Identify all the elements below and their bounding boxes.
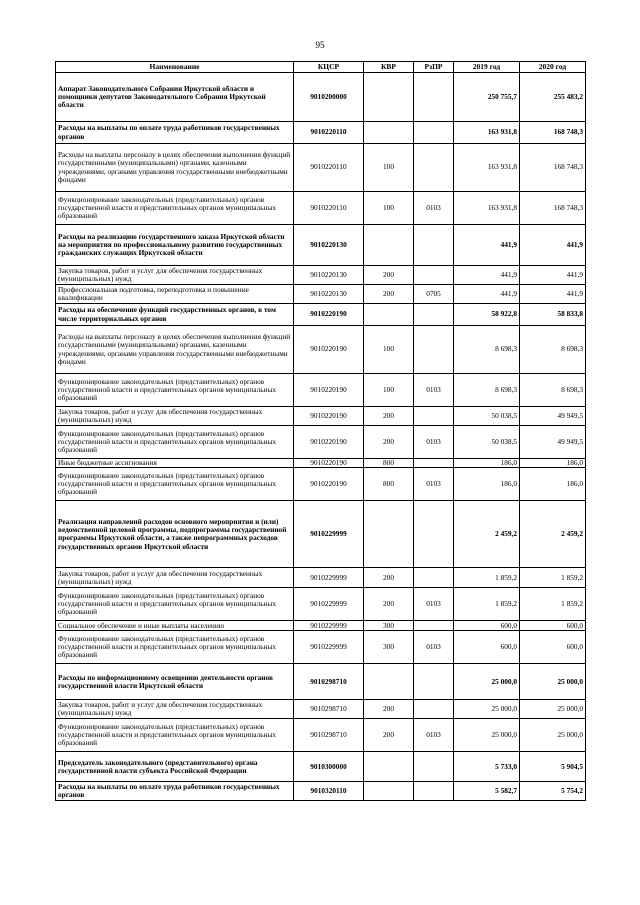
row-name: Расходы на реализацию государственного заказа Иркутской области на мероприятия по профессиональному развитию государственных гражданских служащих Иркутской области <box>56 225 294 266</box>
table-row <box>56 588 586 621</box>
row-name: Расходы на выплаты по оплате труда работников государственных органов <box>56 782 294 801</box>
row-kcsr: 9010220130 <box>294 266 364 285</box>
header-kvr: КВР <box>364 62 414 73</box>
row-rzpr <box>414 144 454 192</box>
row-rzpr <box>414 459 454 468</box>
header-2019: 2019 год <box>454 62 520 73</box>
row-kcsr: 9010220110 <box>294 192 364 225</box>
header-rzpr: РзПР <box>414 62 454 73</box>
row-rzpr <box>414 266 454 285</box>
row-2019: 25 000,0 <box>454 700 520 719</box>
row-2019: 5 582,7 <box>454 782 520 801</box>
row-kcsr: 9010300000 <box>294 752 364 782</box>
row-2020: 186,0 <box>520 459 586 468</box>
row-2019: 8 698,3 <box>454 326 520 374</box>
row-2020: 8 698,3 <box>520 374 586 407</box>
row-rzpr <box>414 326 454 374</box>
table-row <box>56 326 586 374</box>
row-kvr <box>364 782 414 801</box>
row-rzpr: 0103 <box>414 192 454 225</box>
row-kvr: 100 <box>364 192 414 225</box>
table-row <box>56 225 586 266</box>
table-row <box>56 664 586 700</box>
row-kcsr: 9010220190 <box>294 326 364 374</box>
row-rzpr: 0103 <box>414 631 454 664</box>
table-row <box>56 501 586 568</box>
row-2020: 441,9 <box>520 266 586 285</box>
table-body <box>56 73 586 801</box>
row-rzpr <box>414 304 454 326</box>
row-2019: 163 931,8 <box>454 192 520 225</box>
row-2020: 2 459,2 <box>520 501 586 568</box>
row-2019: 50 038,5 <box>454 426 520 459</box>
row-kcsr: 9010220110 <box>294 122 364 144</box>
row-2020: 49 949,5 <box>520 426 586 459</box>
row-name: Аппарат Законодательного Собрания Иркутской области и помощники депутатов Законодательного Собрания Иркутской области <box>56 73 294 122</box>
row-kcsr: 9010220110 <box>294 144 364 192</box>
table-row <box>56 752 586 782</box>
row-name: Функционирование законодательных (представительных) органов государственной власти и представительных органов муниципальных образований <box>56 374 294 407</box>
header-name: Наименование <box>56 62 294 73</box>
row-kcsr: 9010220190 <box>294 407 364 426</box>
header-kcsr: КЦСР <box>294 62 364 73</box>
row-kcsr: 9010229999 <box>294 568 364 588</box>
row-name: Расходы на выплаты по оплате труда работников государственных органов <box>56 122 294 144</box>
table-row <box>56 782 586 801</box>
row-name: Функционирование законодательных (представительных) органов государственной власти и представительных органов муниципальных образований <box>56 719 294 752</box>
row-2020: 49 949,5 <box>520 407 586 426</box>
row-kvr: 200 <box>364 568 414 588</box>
row-2019: 600,0 <box>454 621 520 631</box>
row-name: Расходы на выплаты персоналу в целях обеспечения выполнения функций государственными (муниципальными) органами, казенными учреждениями, органами управления государственными внебюджетными фондами <box>56 326 294 374</box>
row-kcsr: 9010229999 <box>294 501 364 568</box>
row-kcsr: 9010229999 <box>294 631 364 664</box>
row-kvr: 100 <box>364 374 414 407</box>
row-name: Председатель законодательного (представительного) органа государственной власти субъекта Российской Федерации <box>56 752 294 782</box>
row-name: Реализация направлений расходов основного мероприятия и (или) ведомственной целевой программы, подпрограммы государственной программы Иркутской области, а также непрограммных расходов государственных органов Иркутской области <box>56 501 294 568</box>
row-kvr <box>364 73 414 122</box>
row-kvr: 300 <box>364 621 414 631</box>
row-rzpr <box>414 407 454 426</box>
table-row <box>56 407 586 426</box>
row-2019: 1 859,2 <box>454 568 520 588</box>
row-2020: 5 904,5 <box>520 752 586 782</box>
row-rzpr: 0103 <box>414 468 454 501</box>
page-number: 95 <box>315 40 325 50</box>
row-rzpr <box>414 501 454 568</box>
row-name: Функционирование законодательных (представительных) органов государственной власти и представительных органов муниципальных образований <box>56 192 294 225</box>
row-kvr: 800 <box>364 468 414 501</box>
row-2020: 25 000,0 <box>520 700 586 719</box>
row-2019: 1 859,2 <box>454 588 520 621</box>
row-name: Закупка товаров, работ и услуг для обеспечения государственных (муниципальных) нужд <box>56 568 294 588</box>
row-rzpr <box>414 225 454 266</box>
row-name: Расходы на обеспечение функций государственных органов, в том числе территориальных органов <box>56 304 294 326</box>
row-name: Закупка товаров, работ и услуг для обеспечения государственных (муниципальных) нужд <box>56 266 294 285</box>
table-row <box>56 73 586 122</box>
table-row <box>56 426 586 459</box>
row-2020: 255 483,2 <box>520 73 586 122</box>
row-kvr: 300 <box>364 631 414 664</box>
row-rzpr: 0103 <box>414 374 454 407</box>
row-rzpr <box>414 664 454 700</box>
row-kcsr: 9010220190 <box>294 459 364 468</box>
row-kvr <box>364 501 414 568</box>
row-name: Иные бюджетные ассигнования <box>56 459 294 468</box>
row-2019: 8 698,3 <box>454 374 520 407</box>
row-2019: 441,9 <box>454 266 520 285</box>
budget-table <box>55 61 586 801</box>
row-kvr <box>364 122 414 144</box>
row-2019: 250 755,7 <box>454 73 520 122</box>
row-name: Расходы по информационному освещению деятельности органов государственной власти Иркутской области <box>56 664 294 700</box>
row-kvr: 800 <box>364 459 414 468</box>
row-kvr: 200 <box>364 426 414 459</box>
row-2019: 58 922,8 <box>454 304 520 326</box>
row-2019: 441,9 <box>454 285 520 304</box>
row-rzpr <box>414 700 454 719</box>
row-2019: 186,0 <box>454 459 520 468</box>
row-2020: 8 698,3 <box>520 326 586 374</box>
row-kcsr: 9010298710 <box>294 719 364 752</box>
row-name: Функционирование законодательных (представительных) органов государственной власти и представительных органов муниципальных образований <box>56 631 294 664</box>
table-row <box>56 459 586 468</box>
row-2020: 441,9 <box>520 285 586 304</box>
row-2019: 25 000,0 <box>454 719 520 752</box>
row-name: Функционирование законодательных (представительных) органов государственной власти и представительных органов муниципальных образований <box>56 426 294 459</box>
row-2020: 441,9 <box>520 225 586 266</box>
row-rzpr: 0103 <box>414 588 454 621</box>
row-kcsr: 9010220190 <box>294 468 364 501</box>
row-name: Профессиональная подготовка, переподготовка и повышение квалификации <box>56 285 294 304</box>
row-2019: 441,9 <box>454 225 520 266</box>
row-kvr: 200 <box>364 719 414 752</box>
row-kcsr: 9010298710 <box>294 664 364 700</box>
row-kcsr: 9010220190 <box>294 374 364 407</box>
row-kvr: 100 <box>364 144 414 192</box>
row-2020: 168 748,3 <box>520 144 586 192</box>
row-name: Закупка товаров, работ и услуг для обеспечения государственных (муниципальных) нужд <box>56 407 294 426</box>
row-2020: 600,0 <box>520 631 586 664</box>
row-kvr <box>364 664 414 700</box>
row-2019: 5 733,0 <box>454 752 520 782</box>
table-row <box>56 631 586 664</box>
row-2020: 5 754,2 <box>520 782 586 801</box>
row-kcsr: 9010220190 <box>294 426 364 459</box>
row-kvr: 200 <box>364 266 414 285</box>
row-kvr <box>364 304 414 326</box>
row-2019: 25 000,0 <box>454 664 520 700</box>
row-2020: 168 748,3 <box>520 192 586 225</box>
row-2019: 600,0 <box>454 631 520 664</box>
row-kcsr: 9010229999 <box>294 588 364 621</box>
row-rzpr <box>414 621 454 631</box>
row-2020: 25 000,0 <box>520 719 586 752</box>
row-rzpr <box>414 752 454 782</box>
row-name: Функционирование законодательных (представительных) органов государственной власти и представительных органов муниципальных образований <box>56 588 294 621</box>
row-2020: 1 859,2 <box>520 588 586 621</box>
row-name: Социальное обеспечение и иные выплаты населению <box>56 621 294 631</box>
row-kvr: 200 <box>364 407 414 426</box>
row-kvr: 200 <box>364 700 414 719</box>
row-2020: 1 859,2 <box>520 568 586 588</box>
table-row <box>56 285 586 304</box>
row-name: Расходы на выплаты персоналу в целях обеспечения выполнения функций государственными (муниципальными) органами, казенными учреждениями, органами управления государственными внебюджетными фондами <box>56 144 294 192</box>
table-header-row <box>56 62 586 73</box>
row-kvr <box>364 225 414 266</box>
table-row <box>56 192 586 225</box>
row-2020: 600,0 <box>520 621 586 631</box>
table-row <box>56 266 586 285</box>
header-2020: 2020 год <box>520 62 586 73</box>
row-kvr: 100 <box>364 326 414 374</box>
row-rzpr <box>414 782 454 801</box>
row-kcsr: 9010220130 <box>294 225 364 266</box>
row-2020: 186,0 <box>520 468 586 501</box>
row-2020: 58 833,8 <box>520 304 586 326</box>
row-rzpr: 0103 <box>414 426 454 459</box>
row-rzpr: 0103 <box>414 719 454 752</box>
table-row <box>56 468 586 501</box>
table-row <box>56 144 586 192</box>
table-row <box>56 122 586 144</box>
row-2020: 168 748,3 <box>520 122 586 144</box>
row-kcsr: 9010220190 <box>294 304 364 326</box>
row-name: Закупка товаров, работ и услуг для обеспечения государственных (муниципальных) нужд <box>56 700 294 719</box>
row-2019: 186,0 <box>454 468 520 501</box>
row-kcsr: 9010220130 <box>294 285 364 304</box>
row-rzpr <box>414 73 454 122</box>
row-2019: 163 931,8 <box>454 144 520 192</box>
row-2019: 163 931,8 <box>454 122 520 144</box>
table-row <box>56 719 586 752</box>
row-2019: 50 038,5 <box>454 407 520 426</box>
row-kcsr: 9010320110 <box>294 782 364 801</box>
table-row <box>56 374 586 407</box>
row-kcsr: 9010200000 <box>294 73 364 122</box>
table-row <box>56 568 586 588</box>
table-row <box>56 621 586 631</box>
row-2019: 2 459,2 <box>454 501 520 568</box>
row-kvr: 200 <box>364 588 414 621</box>
row-kvr <box>364 752 414 782</box>
row-rzpr: 0705 <box>414 285 454 304</box>
row-kvr: 200 <box>364 285 414 304</box>
row-kcsr: 9010229999 <box>294 621 364 631</box>
row-rzpr <box>414 122 454 144</box>
table-row <box>56 700 586 719</box>
row-rzpr <box>414 568 454 588</box>
table-row <box>56 304 586 326</box>
row-kcsr: 9010298710 <box>294 700 364 719</box>
row-name: Функционирование законодательных (представительных) органов государственной власти и представительных органов муниципальных образований <box>56 468 294 501</box>
row-2020: 25 000,0 <box>520 664 586 700</box>
